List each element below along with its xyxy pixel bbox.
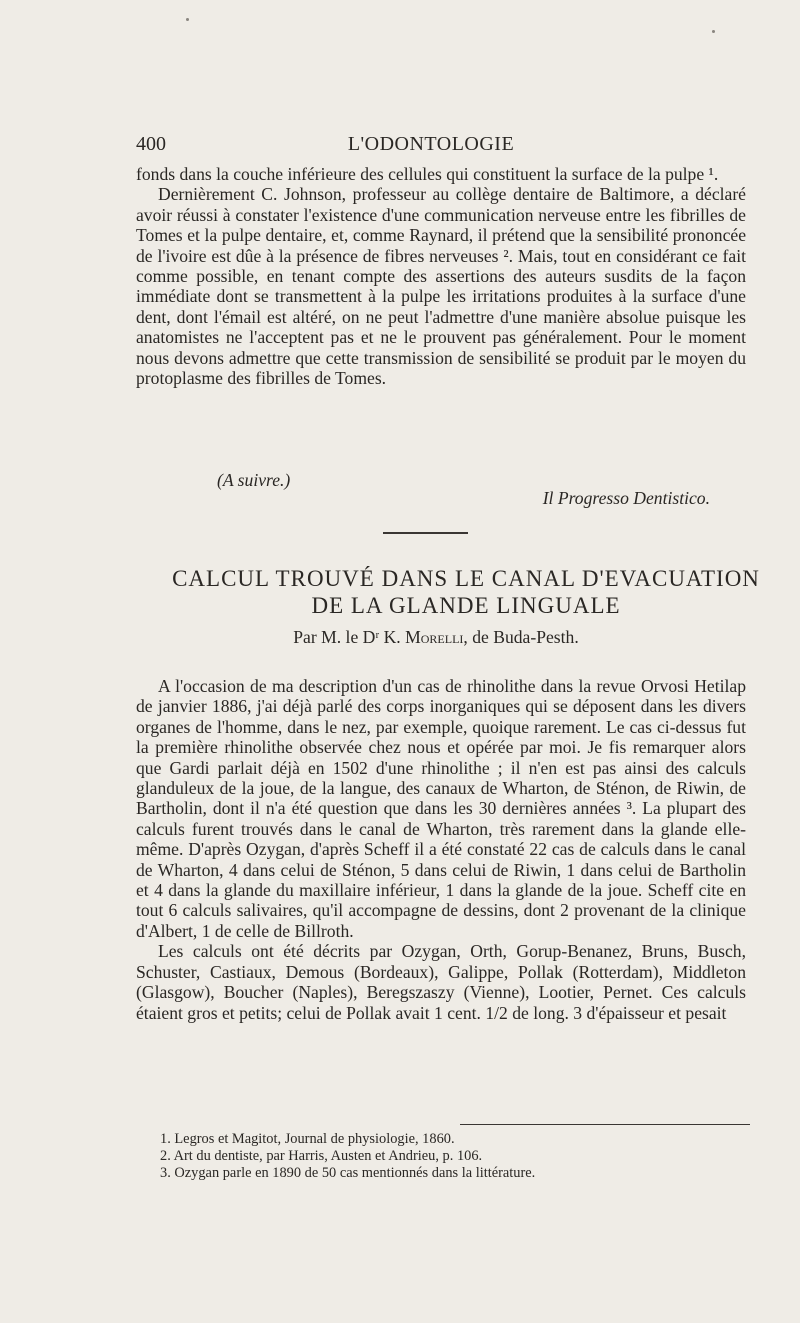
paper-speck bbox=[712, 30, 715, 33]
byline-prefix: Par M. le Dʳ K. bbox=[293, 627, 406, 647]
footnote-rule bbox=[460, 1124, 750, 1125]
article-source: Il Progresso Dentistico. bbox=[542, 488, 710, 508]
page-number: 400 bbox=[136, 133, 166, 155]
paragraph: fonds dans la couche inférieure des cellules qui constituent la surface de la pulpe ¹. bbox=[136, 164, 719, 184]
article-byline bbox=[136, 627, 736, 648]
paragraph: A l'occasion de ma description d'un cas de rhinolithe dans la revue Orvosi Hetilap de janvier 1886, j'ai déjà parlé des corps inorganiques qui se déposent dans les divers organes de l'homme, dans le nez, par exemple, quoique rarement. Le cas ci-dessus fut la première rhinolithe observée chez nous et opérée par moi. Je fis remarquer alors que Gardi parlait déjà en 1502 d'une rhinolithe ; il n'en est pas ainsi des calculs glanduleux de la joue, de la langue, des canaux de Wharton, de Sténon, de Riwin, de Bartholin, dont il n'a été question que dans les 30 dernières années ³. La plupart des calculs furent trouvés dans le canal de Wharton, très rarement dans la glande elle-même. D'après Ozygan, d'après Scheff il a été constaté 22 cas de calculs dans le canal de Wharton, 4 dans celui de Sténon, 5 dans celui de Riwin, 1 dans celui de Bartholin et 4 dans la glande du maxillaire inférieur, 1 dans la glande de la joue. Scheff cite en tout 6 calculs salivaires, qu'il accompagne de dessins, dont 2 provenant de la clinique d'Albert, 1 de celle de Billroth. bbox=[136, 676, 746, 941]
journal-title: L'ODONTOLOGIE bbox=[347, 133, 515, 155]
byline-suffix: , de Buda-Pesth. bbox=[463, 627, 579, 647]
footnote: 1. Legros et Magitot, Journal de physiologie, 1860. bbox=[160, 1131, 455, 1147]
running-head bbox=[136, 133, 726, 159]
continued-article-text bbox=[136, 164, 746, 388]
footnote: 3. Ozygan parle en 1890 de 50 cas mentionnés dans la littérature. bbox=[160, 1165, 536, 1182]
footnotes bbox=[160, 1131, 760, 1183]
section-divider bbox=[383, 532, 468, 534]
paragraph: Les calculs ont été décrits par Ozygan, Orth, Gorup-Benanez, Bruns, Busch, Schuster, Castiaux, Demous (Bordeaux), Galippe, Pollak (Rotterdam), Middleton (Glasgow), Boucher (Naples), Beregszaszy (Vienne), Lootier, Pernet. Ces calculs étaient gros et petits; celui de Pollak avait 1 cent. 1/2 de long. 3 d'épaisseur et pesait bbox=[136, 941, 746, 1023]
article-title-line-1: CALCUL TROUVÉ DANS LE CANAL D'EVACUATION bbox=[172, 566, 760, 591]
byline-author: Morelli bbox=[405, 627, 464, 647]
article-body bbox=[136, 676, 746, 1023]
paragraph: Dernièrement C. Johnson, professeur au collège dentaire de Baltimore, a déclaré avoir réussi à constater l'existence d'une communication nerveuse entre les fibrilles de Tomes et la pulpe dentaire, et, comme Raynard, il prétend que la sensibilité prononcée de l'ivoire est dûe à la présence de fibres nerveuses ². Mais, tout en considérant ce fait comme possible, en tenant compte des assertions des auteurs susdits de la façon immédiate dont se transmettent à la pulpe les irritations produites à la surface d'une dent, dont l'émail est altéré, on ne peut l'admettre d'une manière absolue puisque les anatomistes ne l'acceptent pas et ne le prouvent pas généralement. Pour le moment nous devons admettre que cette transmission de sensibilité se produit par le moyen du protoplasme des fibrilles de Tomes. bbox=[136, 184, 746, 389]
paper-speck bbox=[186, 18, 189, 21]
to-be-continued: (A suivre.) bbox=[217, 470, 291, 490]
footnote: 2. Art du dentiste, par Harris, Austen et Andrieu, p. 106. bbox=[160, 1148, 483, 1165]
article-title-line-2: DE LA GLANDE LINGUALE bbox=[311, 593, 621, 618]
